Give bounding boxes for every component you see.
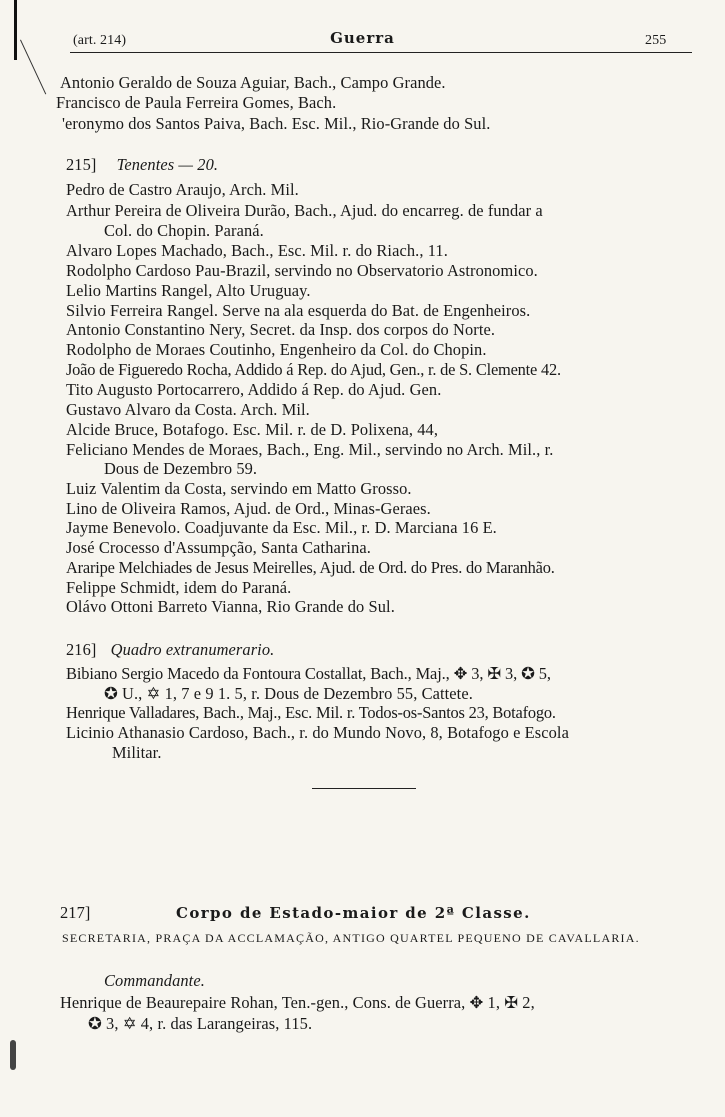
entry-line: Rodolpho Cardoso Pau-Brazil, servindo no Observatorio Astronomico. bbox=[66, 261, 538, 280]
entry-line: Alvaro Lopes Machado, Bach., Esc. Mil. r. do Riach., 11. bbox=[66, 241, 448, 260]
entry-line-continued: Col. do Chopin. Paraná. bbox=[104, 221, 264, 240]
section-subheading: SECRETARIA, PRAÇA DA ACCLAMAÇÃO, ANTIGO QUARTEL PEQUENO DE CAVALLARIA. bbox=[62, 931, 640, 945]
entry-line: 'eronymo dos Santos Paiva, Bach. Esc. Mil., Rio-Grande do Sul. bbox=[62, 114, 491, 133]
entry-line: Francisco de Paula Ferreira Gomes, Bach. bbox=[56, 93, 337, 112]
entry-line-continued: Dous de Dezembro 59. bbox=[104, 459, 258, 478]
entry-line: Alcide Bruce, Botafogo. Esc. Mil. r. de D. Polixena, 44, bbox=[66, 420, 439, 439]
section-number-217: 217] bbox=[60, 903, 91, 922]
entry-line: Lino de Oliveira Ramos, Ajud. de Ord., Minas-Geraes. bbox=[66, 499, 431, 518]
header-article-ref: (art. 214) bbox=[73, 33, 127, 48]
entry-line: José Crocesso d'Assumpção, Santa Catharina. bbox=[66, 538, 371, 557]
entry-line: Feliciano Mendes de Moraes, Bach., Eng. Mil., servindo no Arch. Mil., r. bbox=[66, 440, 554, 459]
entry-line: Licinio Athanasio Cardoso, Bach., r. do Mundo Novo, 8, Botafogo e Escola bbox=[66, 723, 569, 742]
entry-line-continued: ✪ 3, ✡ 4, r. das Larangeiras, 115. bbox=[88, 1014, 313, 1033]
section-title: Tenentes — 20. bbox=[116, 155, 219, 174]
entry-line: Felippe Schmidt, idem do Paraná. bbox=[66, 578, 292, 597]
entry-line-continued: Militar. bbox=[112, 743, 162, 762]
entry-line: Antonio Constantino Nery, Secret. da Insp. dos corpos do Norte. bbox=[66, 320, 496, 339]
page-number: 255 bbox=[645, 33, 667, 48]
section-heading-215 bbox=[66, 155, 218, 175]
entry-line: Pedro de Castro Araujo, Arch. Mil. bbox=[66, 180, 299, 199]
section-title-217: Corpo de Estado-maior de 2ª Classe. bbox=[176, 904, 531, 922]
entry-line: Silvio Ferreira Rangel. Serve na ala esquerda do Bat. de Engenheiros. bbox=[66, 301, 531, 320]
section-divider bbox=[312, 788, 416, 789]
entry-line: Luiz Valentim da Costa, servindo em Matto Grosso. bbox=[66, 479, 412, 498]
entry-line: Lelio Martins Rangel, Alto Uruguay. bbox=[66, 281, 311, 300]
entry-line: Bibiano Sergio Macedo da Fontoura Costallat, Bach., Maj., ✥ 3, ✠ 3, ✪ 5, bbox=[66, 664, 551, 683]
entry-line: Arthur Pereira de Oliveira Durão, Bach., Ajud. do encarreg. de fundar a bbox=[66, 201, 543, 220]
section-number: 216] bbox=[66, 640, 97, 659]
margin-ink-spot bbox=[10, 1040, 16, 1070]
entry-line: Henrique Valladares, Bach., Maj., Esc. Mil. r. Todos-os-Santos 23, Botafogo. bbox=[66, 703, 556, 722]
margin-scan-line bbox=[20, 40, 46, 95]
entry-line: Jayme Benevolo. Coadjuvante da Esc. Mil., r. D. Marciana 16 E. bbox=[66, 518, 497, 537]
entry-line: Tito Augusto Portocarrero, Addido á Rep. do Ajud. Gen. bbox=[66, 380, 442, 399]
entry-line: João de Figueredo Rocha, Addido á Rep. do Ajud, Gen., r. de S. Clemente 42. bbox=[66, 360, 561, 379]
section-title: Quadro extranumerario. bbox=[110, 640, 275, 659]
role-heading: Commandante. bbox=[104, 971, 205, 990]
entry-line: Gustavo Alvaro da Costa. Arch. Mil. bbox=[66, 400, 310, 419]
header-rule bbox=[70, 52, 692, 53]
section-heading-216 bbox=[66, 640, 274, 660]
header-title: Guerra bbox=[330, 29, 395, 47]
entry-line: Henrique de Beaurepaire Rohan, Ten.-gen., Cons. de Guerra, ✥ 1, ✠ 2, bbox=[60, 993, 535, 1012]
section-number: 215] bbox=[66, 155, 97, 174]
entry-line: Rodolpho de Moraes Coutinho, Engenheiro da Col. do Chopin. bbox=[66, 340, 487, 359]
entry-line-continued: ✪ U., ✡ 1, 7 e 9 1. 5, r. Dous de Dezembro 55, Cattete. bbox=[104, 684, 473, 703]
entry-line: Olávo Ottoni Barreto Vianna, Rio Grande do Sul. bbox=[66, 597, 395, 616]
entry-line: Araripe Melchiades de Jesus Meirelles, Ajud. de Ord. do Pres. do Maranhão. bbox=[66, 558, 555, 577]
entry-line: Antonio Geraldo de Souza Aguiar, Bach., Campo Grande. bbox=[60, 73, 446, 92]
